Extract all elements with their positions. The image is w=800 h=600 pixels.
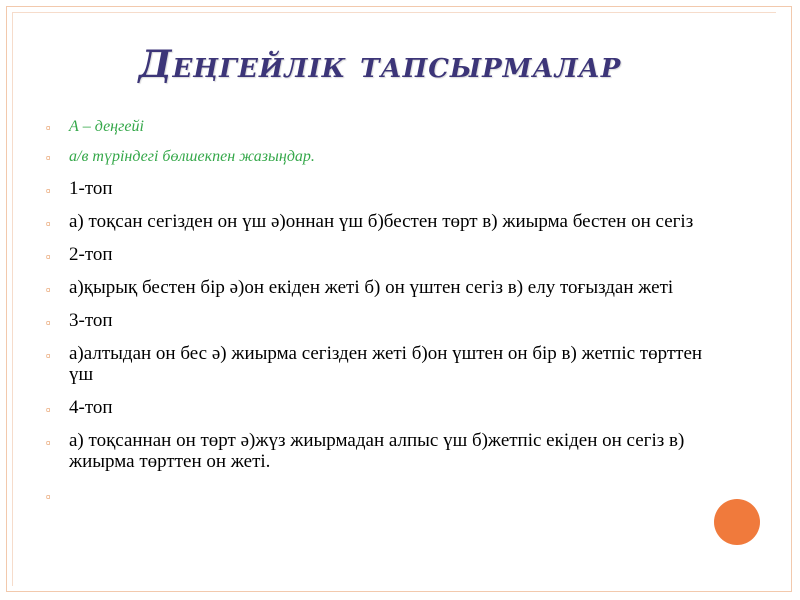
list-item [46, 178, 706, 199]
list-item [46, 277, 706, 298]
bullet-icon: ▫ [46, 183, 51, 198]
list-item [46, 148, 706, 166]
list-item [46, 397, 706, 418]
list-item-text: А – деңгейі [69, 118, 144, 135]
task-list [46, 118, 706, 504]
bullet-icon: ▫ [46, 216, 51, 231]
list-item-text: 1-топ [69, 178, 113, 199]
list-item-text: а/в түріндегі бөлшекпен жазыңдар. [69, 148, 315, 165]
list-item-text: 2-топ [69, 244, 113, 265]
list-item-text: 4-топ [69, 397, 113, 418]
list-item [46, 430, 706, 472]
bullet-icon: ▫ [46, 120, 51, 135]
decorative-orange-circle [714, 499, 760, 545]
bullet-icon: ▫ [46, 435, 51, 450]
bullet-icon: ▫ [46, 315, 51, 330]
list-item-text: а) тоқсаннан он төрт ә)жүз жиырмадан алпыс үш б)жетпіс екіден он сегіз в) жиырма төрттен он жеті. [69, 430, 685, 472]
bullet-icon: ▫ [46, 489, 51, 504]
list-item-text: а)алтыдан он бес ә) жиырма сегізден жеті б)он үштен он бір в) жетпіс төрттен үш [69, 343, 703, 385]
bullet-icon: ▫ [46, 282, 51, 297]
slide-title: Деңгейлік тапсырмалар [138, 42, 622, 86]
bullet-icon: ▫ [46, 249, 51, 264]
bullet-icon: ▫ [46, 402, 51, 417]
list-item [46, 310, 706, 331]
list-item-text: а) тоқсан сегізден он үш ә)оннан үш б)бестен төрт в) жиырма бестен он сегіз [69, 211, 694, 232]
list-item-text: 3-топ [69, 310, 113, 331]
bullet-icon: ▫ [46, 348, 51, 363]
list-item [46, 118, 706, 136]
list-item [46, 343, 706, 385]
list-item [46, 211, 706, 232]
list-item-text: а)қырық бестен бір ә)он екіден жеті б) он үштен сегіз в) елу тоғыздан жеті [69, 277, 674, 298]
bullet-icon: ▫ [46, 150, 51, 165]
list-item [46, 244, 706, 265]
